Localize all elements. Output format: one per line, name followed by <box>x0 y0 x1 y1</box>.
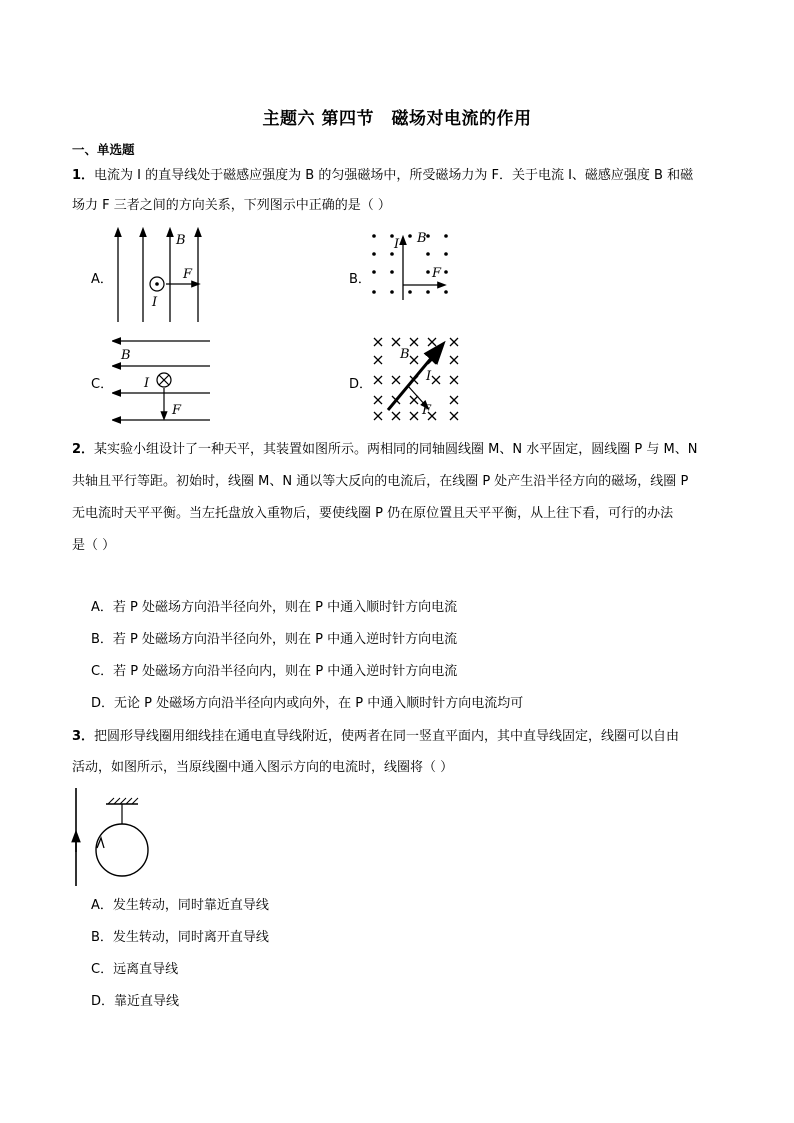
q1-text-1: 电流为 I 的直导线处于磁感应强度为 B 的匀强磁场中，所受磁场力为 F．关于电流 I、磁感应强度 B 和磁 <box>94 168 694 183</box>
q1-diagram-b <box>368 230 460 302</box>
q1-number: 1． <box>72 168 95 183</box>
q2-option-a[interactable]: A．若 P 处磁场方向沿半径向外，则在 P 中通入顺时针方向电流 <box>91 600 458 615</box>
label-b: B <box>417 231 427 246</box>
q3-diagram <box>68 786 152 888</box>
label-b: B <box>400 347 410 362</box>
page-title: 主题六 第四节 磁场对电流的作用 <box>262 109 532 129</box>
q3-option-d[interactable]: D．靠近直导线 <box>91 994 180 1009</box>
q2-number: 2． <box>72 442 95 457</box>
q1-diagram-c <box>112 336 212 426</box>
q1-diagram-a <box>110 226 220 324</box>
label-b: B <box>176 233 186 248</box>
label-f: F <box>432 266 442 281</box>
label-i: I <box>144 376 150 391</box>
q3-line-2: 活动，如图所示，当原线圈中通入图示方向的电流时，线圈将（ ） <box>72 760 454 775</box>
q1-option-a-label: A． <box>91 272 113 287</box>
q2-option-c[interactable]: C．若 P 处磁场方向沿半径向内，则在 P 中通入逆时针方向电流 <box>91 664 458 679</box>
q1-option-c-label: C． <box>91 377 114 392</box>
field-crosses <box>374 338 458 420</box>
q3-option-c[interactable]: C．远离直导线 <box>91 962 179 977</box>
q2-option-d[interactable]: D．无论 P 处磁场方向沿半径向内或向外，在 P 中通入顺时针方向电流均可 <box>91 696 524 711</box>
q1-option-b-label: B． <box>349 272 371 287</box>
q1-line-1 <box>72 166 693 186</box>
section-heading: 一、单选题 <box>72 142 135 157</box>
label-f: F <box>172 403 182 418</box>
label-b: B <box>121 348 131 363</box>
q1-diagram-d <box>370 334 466 424</box>
q2-line-1 <box>72 440 697 460</box>
q1-option-d-label: D． <box>349 377 373 392</box>
q3-line-1 <box>72 727 679 747</box>
label-i: I <box>426 369 432 384</box>
q2-text-1: 某实验小组设计了一种天平，其装置如图所示。两相同的同轴圆线圈 M、N 水平固定，圆线圈 P 与 M、N <box>94 442 698 457</box>
q3-option-a[interactable]: A．发生转动，同时靠近直导线 <box>91 898 269 913</box>
q2-line-3: 无电流时天平平衡。当左托盘放入重物后，要使线圈 P 仍在原位置且天平平衡，从上往下看，可行的办法 <box>72 506 674 521</box>
label-f: F <box>183 267 193 282</box>
q3-text-1: 把圆形导线圈用细线挂在通电直导线附近，使两者在同一竖直平面内，其中直导线固定，线圈可以自由 <box>94 729 680 744</box>
label-i: I <box>394 237 400 252</box>
q2-line-4: 是（ ） <box>72 538 116 553</box>
q3-number: 3． <box>72 729 95 744</box>
circular-coil <box>96 824 148 876</box>
q2-line-2: 共轴且平行等距。初始时，线圈 M、N 通以等大反向的电流后，在线圈 P 处产生沿半径方向的磁场，线圈 P <box>72 474 689 489</box>
label-i: I <box>152 295 158 310</box>
q1-line-2: 场力 F 三者之间的方向关系，下列图示中正确的是（ ） <box>72 198 391 213</box>
q3-option-b[interactable]: B．发生转动，同时离开直导线 <box>91 930 269 945</box>
q2-option-b[interactable]: B．若 P 处磁场方向沿半径向外，则在 P 中通入逆时针方向电流 <box>91 632 458 647</box>
label-f: F <box>422 403 432 418</box>
